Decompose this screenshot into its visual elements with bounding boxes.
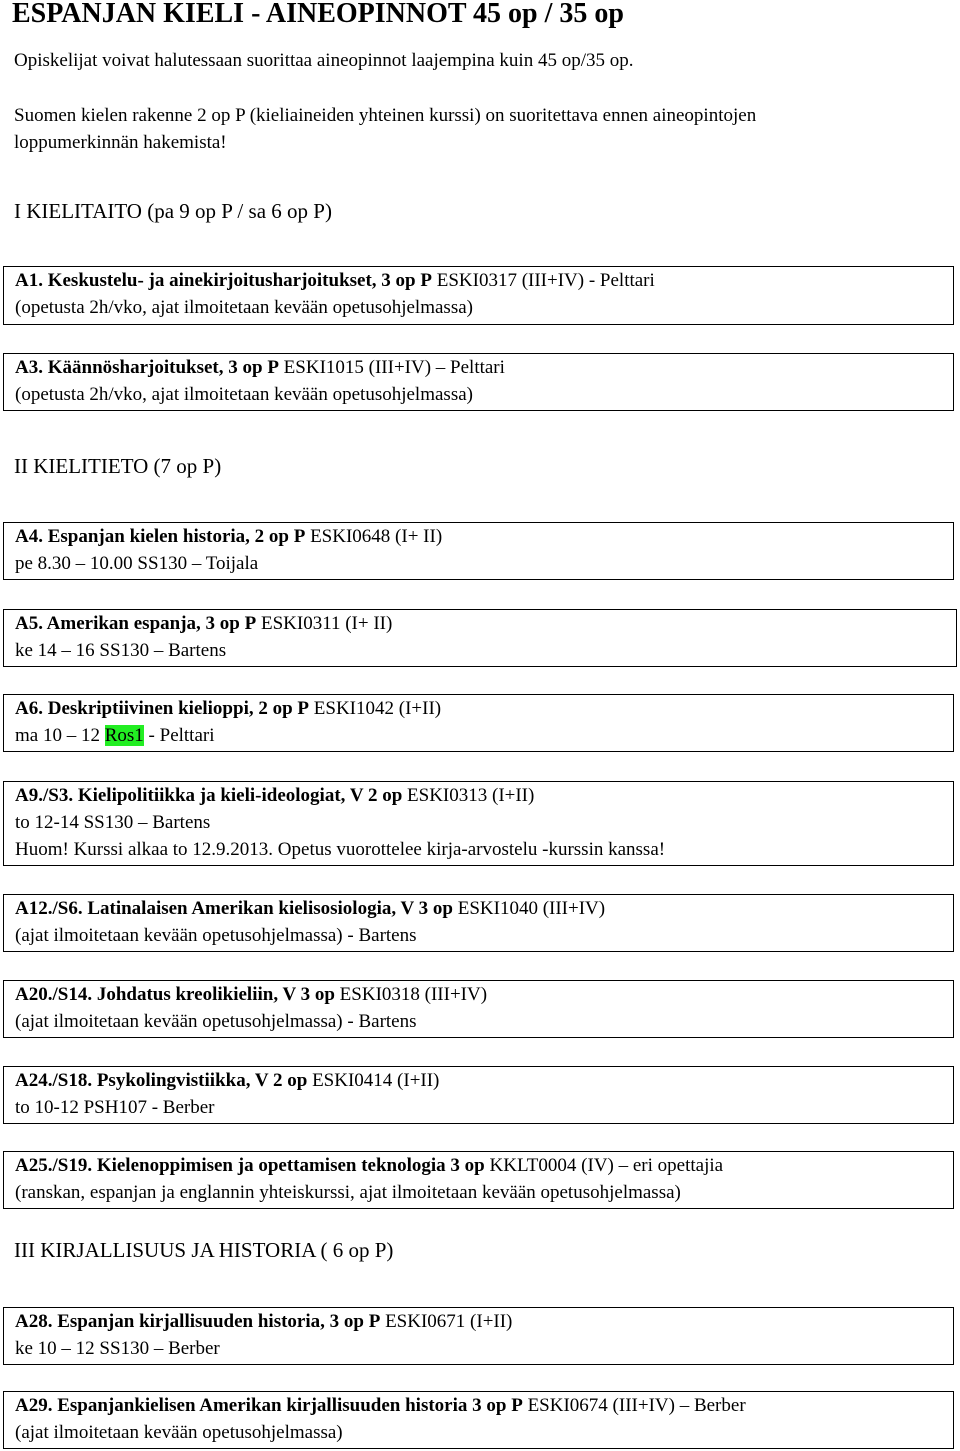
course-a20-code: ESKI0318 (III+IV) — [334, 984, 488, 1005]
course-a6-teacher: - Pelttari — [143, 725, 215, 746]
course-a29-title: A29. Espanjankielisen Amerikan kirjallisuuden historia 3 op P — [15, 1395, 523, 1416]
course-a1-detail: (opetusta 2h/vko, ajat ilmoitetaan kevään opetusohjelmassa) — [15, 297, 473, 318]
course-a1 — [3, 266, 954, 325]
course-a6 — [3, 694, 954, 752]
course-a25-detail: (ranskan, espanjan ja englannin yhteiskurssi, ajat ilmoitetaan kevään opetusohjelmassa) — [15, 1182, 681, 1203]
course-a9-title: A9./S3. Kielipolitiikka ja kieli-ideologiat, V 2 op — [15, 785, 403, 806]
section-heading-kirjallisuus: III KIRJALLISUUS JA HISTORIA ( 6 op P) — [14, 1238, 394, 1262]
course-a9-code: ESKI0313 (I+II) — [402, 785, 535, 806]
course-a6-title: A6. Deskriptiivinen kielioppi, 2 op P — [15, 698, 310, 719]
course-a3 — [3, 353, 954, 411]
course-a24-s18 — [3, 1066, 954, 1124]
section-heading-kielitaito: I KIELITAITO (pa 9 op P / sa 6 op P) — [14, 199, 332, 223]
course-a6-code: ESKI1042 (I+II) — [309, 698, 442, 719]
course-a25-title: A25./S19. Kielenoppimisen ja opettamisen teknologia 3 op — [15, 1155, 485, 1176]
course-a5-detail: ke 14 – 16 SS130 – Bartens — [15, 640, 227, 661]
course-a5-title: A5. Amerikan espanja, 3 op P — [15, 613, 257, 634]
course-a29 — [3, 1391, 954, 1449]
course-a9-detail: to 12-14 SS130 – Bartens — [15, 812, 211, 833]
course-a5 — [3, 609, 957, 667]
course-a6-room-highlight: Ros1 — [104, 725, 144, 746]
course-a20-s14 — [3, 980, 954, 1038]
course-a4-title: A4. Espanjan kielen historia, 2 op P — [15, 526, 306, 547]
course-a28-title: A28. Espanjan kirjallisuuden historia, 3 op P — [15, 1311, 381, 1332]
course-a20-detail: (ajat ilmoitetaan kevään opetusohjelmassa) - Bartens — [15, 1011, 417, 1032]
intro-line-2: Suomen kielen rakenne 2 op P (kieliaineiden yhteinen kurssi) on suoritettava ennen aineopintojen — [14, 105, 757, 126]
course-a24-detail: to 10-12 PSH107 - Berber — [15, 1097, 215, 1118]
course-a12-detail: (ajat ilmoitetaan kevään opetusohjelmassa) - Bartens — [15, 925, 417, 946]
course-a4-detail: pe 8.30 – 10.00 SS130 – Toijala — [15, 553, 259, 574]
course-a1-title: A1. Keskustelu- ja ainekirjoitusharjoitukset, 3 op P — [15, 270, 432, 291]
course-a12-code: ESKI1040 (III+IV) — [452, 898, 606, 919]
intro-line-3: loppumerkinnän hakemista! — [14, 132, 227, 153]
course-a25-code: KKLT0004 (IV) – eri opettajia — [484, 1155, 724, 1176]
page-title: ESPANJAN KIELI - AINEOPINNOT 45 op / 35 op — [12, 0, 624, 29]
course-a28-code: ESKI0671 (I+II) — [380, 1311, 513, 1332]
course-a28-detail: ke 10 – 12 SS130 – Berber — [15, 1338, 220, 1359]
intro-line-1: Opiskelijat voivat halutessaan suorittaa aineopinnot laajempina kuin 45 op/35 op. — [14, 50, 634, 71]
course-a3-title: A3. Käännösharjoitukset, 3 op P — [15, 357, 279, 378]
course-a24-title: A24./S18. Psykolingvistiikka, V 2 op — [15, 1070, 308, 1091]
course-a24-code: ESKI0414 (I+II) — [307, 1070, 440, 1091]
course-a4-code: ESKI0648 (I+ II) — [305, 526, 443, 547]
course-a6-time: ma 10 – 12 — [15, 725, 105, 746]
course-a3-detail: (opetusta 2h/vko, ajat ilmoitetaan kevään opetusohjelmassa) — [15, 384, 473, 405]
course-a12-title: A12./S6. Latinalaisen Amerikan kielisosiologia, V 3 op — [15, 898, 453, 919]
course-a5-code: ESKI0311 (I+ II) — [256, 613, 393, 634]
course-a1-code: ESKI0317 (III+IV) - Pelttari — [431, 270, 655, 291]
course-a20-title: A20./S14. Johdatus kreolikieliin, V 3 op — [15, 984, 335, 1005]
course-a29-detail: (ajat ilmoitetaan kevään opetusohjelmassa) — [15, 1422, 343, 1443]
course-a9-note: Huom! Kurssi alkaa to 12.9.2013. Opetus vuorottelee kirja-arvostelu -kurssin kanssa! — [15, 839, 666, 860]
course-a3-code: ESKI1015 (III+IV) – Pelttari — [278, 357, 505, 378]
course-a28 — [3, 1307, 954, 1365]
course-a4 — [3, 522, 954, 580]
course-a25-s19 — [3, 1151, 954, 1209]
section-heading-kielitieto: II KIELITIETO (7 op P) — [14, 454, 222, 478]
course-a12-s6 — [3, 894, 954, 952]
course-a29-code: ESKI0674 (III+IV) – Berber — [522, 1395, 746, 1416]
course-a9-s3 — [3, 781, 954, 866]
